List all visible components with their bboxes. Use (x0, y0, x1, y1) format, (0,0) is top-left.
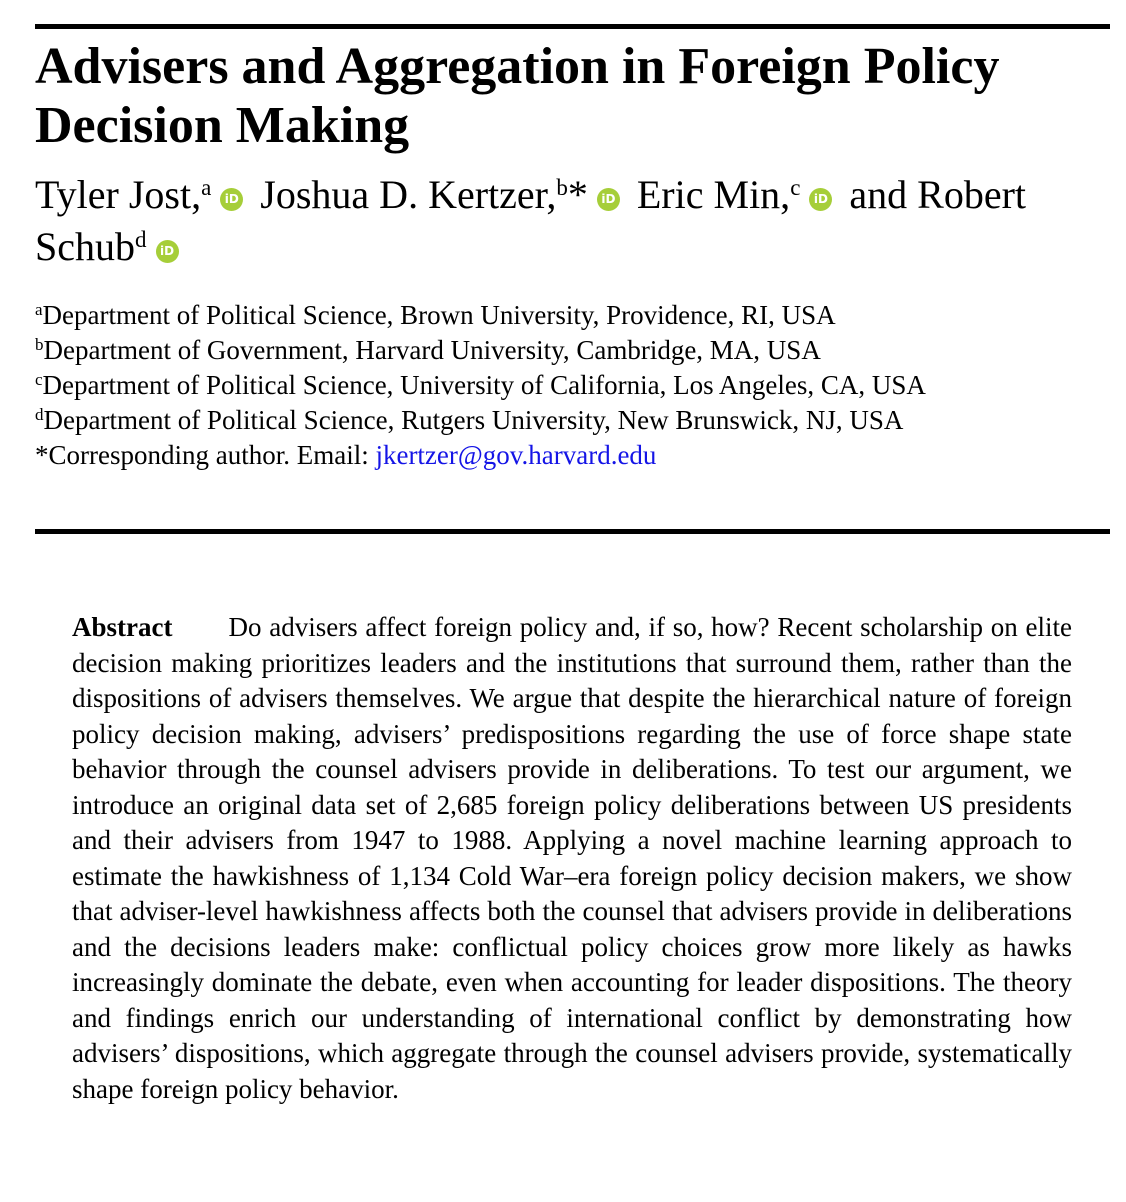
affiliation-a (35, 298, 1110, 333)
affil-sup: c (35, 370, 43, 389)
author-affil-sup: c (790, 175, 801, 200)
affiliation-b (35, 333, 1110, 368)
author-name: Joshua D. Kertzer, (260, 172, 557, 217)
affil-text: Department of Government, Harvard University, Cambridge, MA, USA (43, 335, 821, 365)
affil-text: Department of Political Science, University of California, Los Angeles, CA, USA (42, 370, 926, 400)
affil-sup: a (35, 300, 43, 319)
author-name: Eric Min, (636, 172, 791, 217)
affil-sup: d (35, 405, 44, 424)
affil-sup: b (35, 335, 44, 354)
paper-title: Advisers and Aggregation in Foreign Policy Decision Making (35, 38, 1000, 154)
corresponding-author-line (35, 438, 1110, 473)
author-2 (260, 172, 627, 217)
top-rule (35, 24, 1110, 29)
orcid-icon[interactable]: iD (156, 240, 179, 263)
author-affil-sup: b (556, 175, 568, 200)
author-affil-sup: d (135, 227, 147, 252)
affiliation-c (35, 368, 1110, 403)
affil-text: Department of Political Science, Rutgers University, New Brunswick, NJ, USA (43, 405, 904, 435)
corresponding-email-link[interactable]: jkertzer@gov.harvard.edu (375, 440, 657, 470)
author-3 (637, 172, 840, 217)
and-connector: and (849, 172, 908, 217)
paper-page (0, 24, 1126, 1107)
abstract-text: Do advisers affect foreign policy and, if so, how? Recent scholarship on elite decision making prioritizes leaders and the institutions that surround them, rather than the dispositions of advisers themselves. We argue that despite the hierarchical nature of foreign policy decision making, advisers’ predispositions regarding the use of force shape state behavior through the counsel advisers provide in deliberations. To test our argument, we introduce an original data set of 2,685 foreign policy deliberations between US presidents and their advisers from 1947 to 1988. Applying a novel machine learning approach to estimate the hawkishness of 1,134 Cold War–era foreign policy decision makers, we show that adviser-level hawkishness affects both the counsel that advisers provide in deliberations and the decisions leaders make: conflictual policy choices grow more likely as hawks increasingly dominate the debate, even when accounting for leader dispositions. The theory and findings enrich our understanding of international conflict by demonstrating how advisers’ dispositions, which aggregate through the counsel advisers provide, systematically shape foreign policy behavior. (72, 612, 1072, 1104)
divider-rule (35, 529, 1110, 534)
affil-text: Department of Political Science, Brown University, Providence, RI, USA (42, 300, 836, 330)
author-line (35, 169, 1110, 273)
affiliation-d (35, 403, 1110, 438)
author-affil-sup: a (201, 175, 212, 200)
orcid-icon[interactable]: iD (597, 188, 620, 211)
affiliations-block (35, 298, 1110, 473)
correspondence-prefix: *Corresponding author. Email: (35, 440, 376, 470)
corresponding-author-mark: * (567, 172, 588, 217)
author-1 (35, 172, 250, 217)
author-name: Tyler Jost, (35, 172, 202, 217)
abstract-label: Abstract (72, 612, 173, 642)
orcid-icon[interactable]: iD (220, 188, 243, 211)
author-name: Robert Schub (35, 172, 1027, 269)
orcid-icon[interactable]: iD (809, 188, 832, 211)
abstract-block (35, 610, 1110, 1107)
